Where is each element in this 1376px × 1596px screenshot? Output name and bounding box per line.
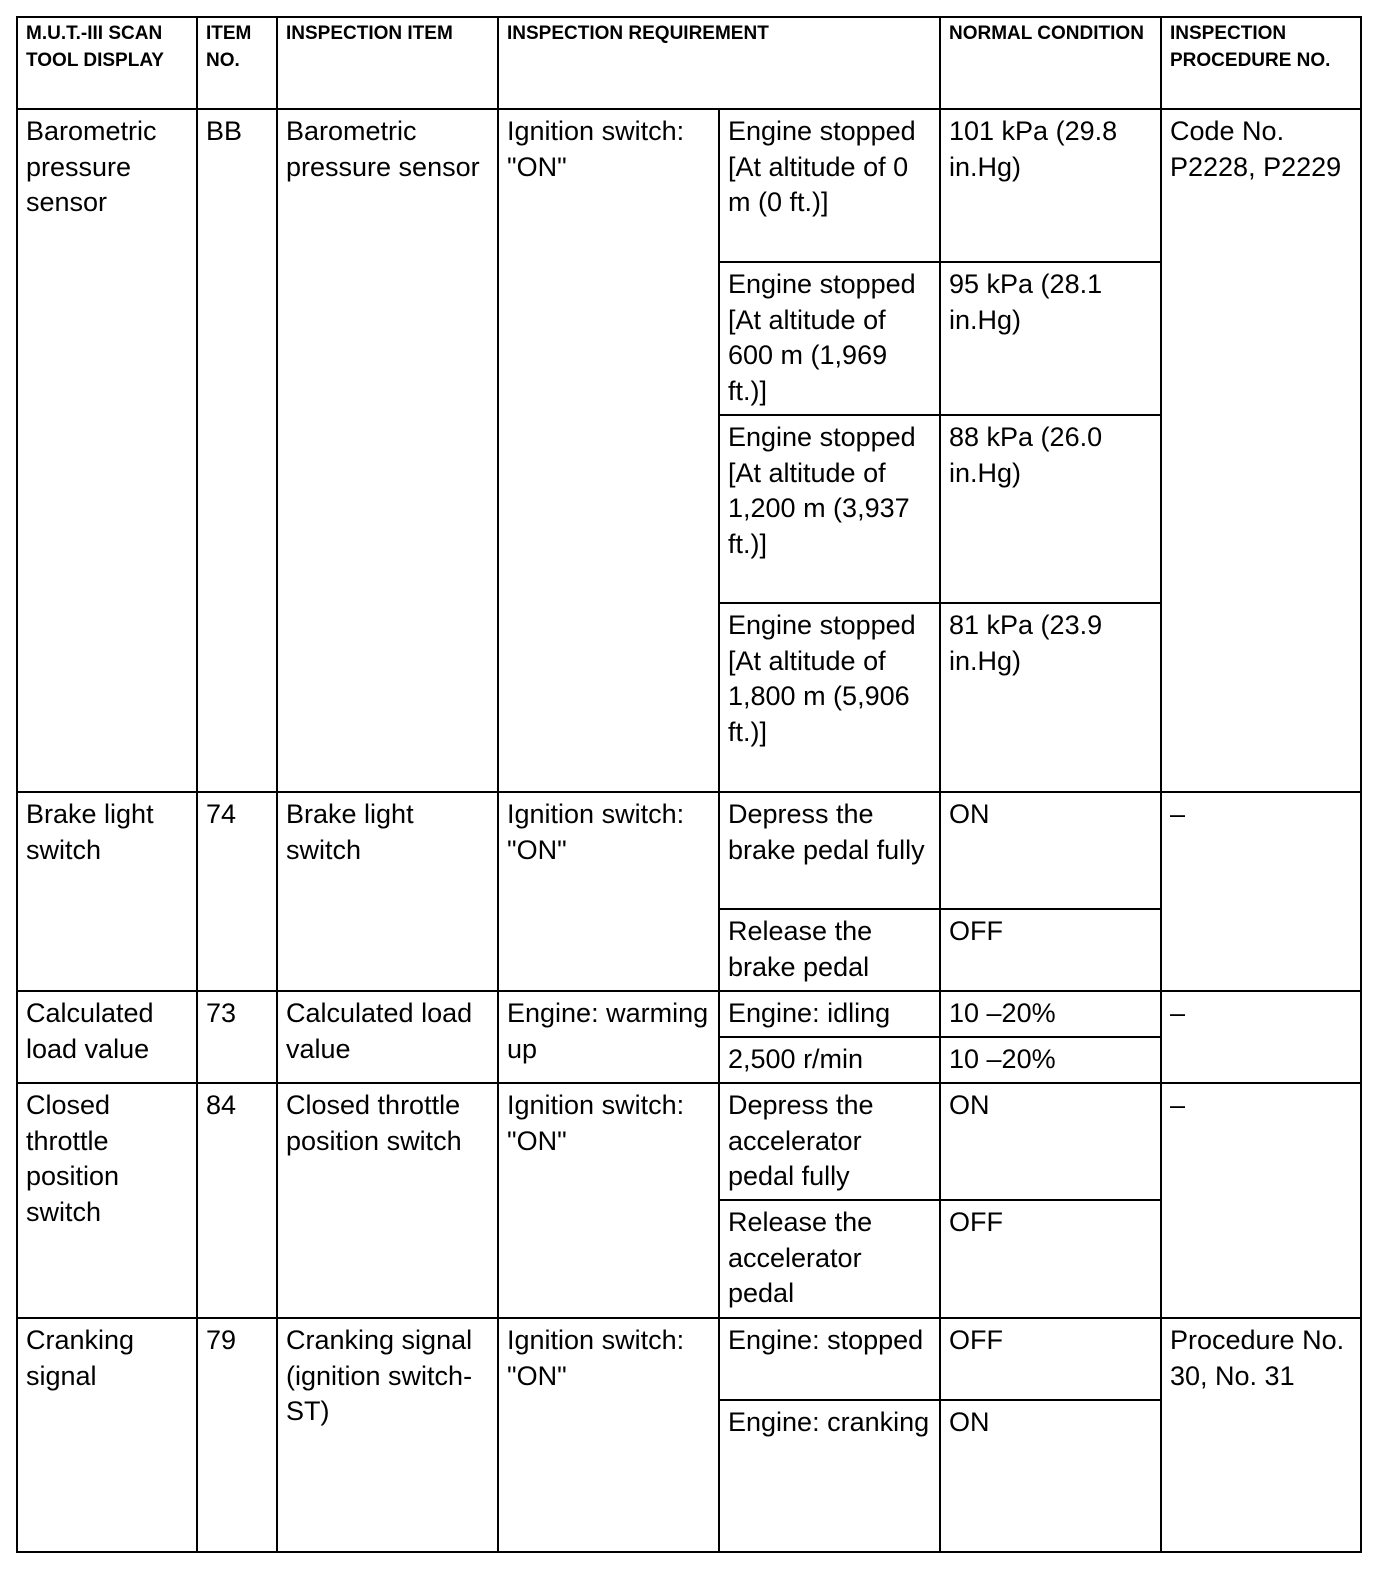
cell-normal-condition: OFF <box>940 909 1161 991</box>
cell-normal-condition: ON <box>940 1400 1161 1552</box>
header-inspection-requirement: INSPECTION REQUIREMENT <box>498 17 940 109</box>
cell-normal-condition: 81 kPa (23.9 in.Hg) <box>940 603 1161 792</box>
cell-item-no: BB <box>197 109 277 792</box>
cell-normal-condition: ON <box>940 1083 1161 1200</box>
cell-item-no: 79 <box>197 1318 277 1552</box>
table-row <box>17 792 1361 909</box>
cell-inspection-item: Brake light switch <box>277 792 498 991</box>
header-normal-condition: NORMAL CONDITION <box>940 17 1161 109</box>
header-scan-tool-display: M.U.T.-III SCAN TOOL DISPLAY <box>17 17 197 109</box>
cell-requirement: Ignition switch: "ON" <box>498 792 719 991</box>
cell-condition: Engine: cranking <box>719 1400 940 1552</box>
inspection-table <box>16 16 1362 1553</box>
cell-condition: Engine: stopped <box>719 1318 940 1400</box>
cell-condition: Engine stopped [At altitude of 600 m (1,969 ft.)] <box>719 262 940 415</box>
cell-inspection-item: Cranking signal (ignition switch-ST) <box>277 1318 498 1552</box>
cell-procedure-no: Code No. P2228, P2229 <box>1161 109 1361 792</box>
cell-item-no: 74 <box>197 792 277 991</box>
cell-normal-condition: 10 –20% <box>940 1037 1161 1083</box>
cell-condition: Depress the accelerator pedal fully <box>719 1083 940 1200</box>
header-procedure-no: INSPECTION PROCEDURE NO. <box>1161 17 1361 109</box>
cell-condition: Engine stopped [At altitude of 0 m (0 ft.)] <box>719 109 940 262</box>
cell-item-no: 73 <box>197 991 277 1083</box>
cell-condition: Release the brake pedal <box>719 909 940 991</box>
cell-procedure-no: Procedure No. 30, No. 31 <box>1161 1318 1361 1552</box>
cell-scan-tool-display: Closed throttle position switch <box>17 1083 197 1318</box>
cell-scan-tool-display: Barometric pressure sensor <box>17 109 197 792</box>
header-item-no: ITEM NO. <box>197 17 277 109</box>
document-page <box>16 16 1360 1584</box>
cell-procedure-no: – <box>1161 991 1361 1083</box>
table-row <box>17 109 1361 262</box>
cell-scan-tool-display: Calculated load value <box>17 991 197 1083</box>
cell-procedure-no: – <box>1161 792 1361 991</box>
header-inspection-item: INSPECTION ITEM <box>277 17 498 109</box>
cell-normal-condition: 88 kPa (26.0 in.Hg) <box>940 415 1161 603</box>
cell-condition: Engine stopped [At altitude of 1,800 m (5,906 ft.)] <box>719 603 940 792</box>
cell-inspection-item: Calculated load value <box>277 991 498 1083</box>
cell-normal-condition: OFF <box>940 1318 1161 1400</box>
cell-normal-condition: ON <box>940 792 1161 909</box>
cell-requirement: Ignition switch: "ON" <box>498 1083 719 1318</box>
cell-normal-condition: 101 kPa (29.8 in.Hg) <box>940 109 1161 262</box>
cell-requirement: Engine: warming up <box>498 991 719 1083</box>
cell-item-no: 84 <box>197 1083 277 1318</box>
cell-requirement: Ignition switch: "ON" <box>498 1318 719 1552</box>
table-row <box>17 1083 1361 1200</box>
cell-normal-condition: 95 kPa (28.1 in.Hg) <box>940 262 1161 415</box>
cell-condition: Engine: idling <box>719 991 940 1037</box>
cell-procedure-no: – <box>1161 1083 1361 1318</box>
table-row <box>17 1318 1361 1400</box>
cell-condition: 2,500 r/min <box>719 1037 940 1083</box>
cell-normal-condition: 10 –20% <box>940 991 1161 1037</box>
cell-condition: Depress the brake pedal fully <box>719 792 940 909</box>
cell-normal-condition: OFF <box>940 1200 1161 1318</box>
cell-condition: Engine stopped [At altitude of 1,200 m (3,937 ft.)] <box>719 415 940 603</box>
cell-inspection-item: Barometric pressure sensor <box>277 109 498 792</box>
header-row <box>17 17 1361 109</box>
cell-scan-tool-display: Cranking signal <box>17 1318 197 1552</box>
table-row <box>17 991 1361 1037</box>
cell-inspection-item: Closed throttle position switch <box>277 1083 498 1318</box>
cell-condition: Release the accelerator pedal <box>719 1200 940 1318</box>
cell-requirement: Ignition switch: "ON" <box>498 109 719 792</box>
cell-scan-tool-display: Brake light switch <box>17 792 197 991</box>
